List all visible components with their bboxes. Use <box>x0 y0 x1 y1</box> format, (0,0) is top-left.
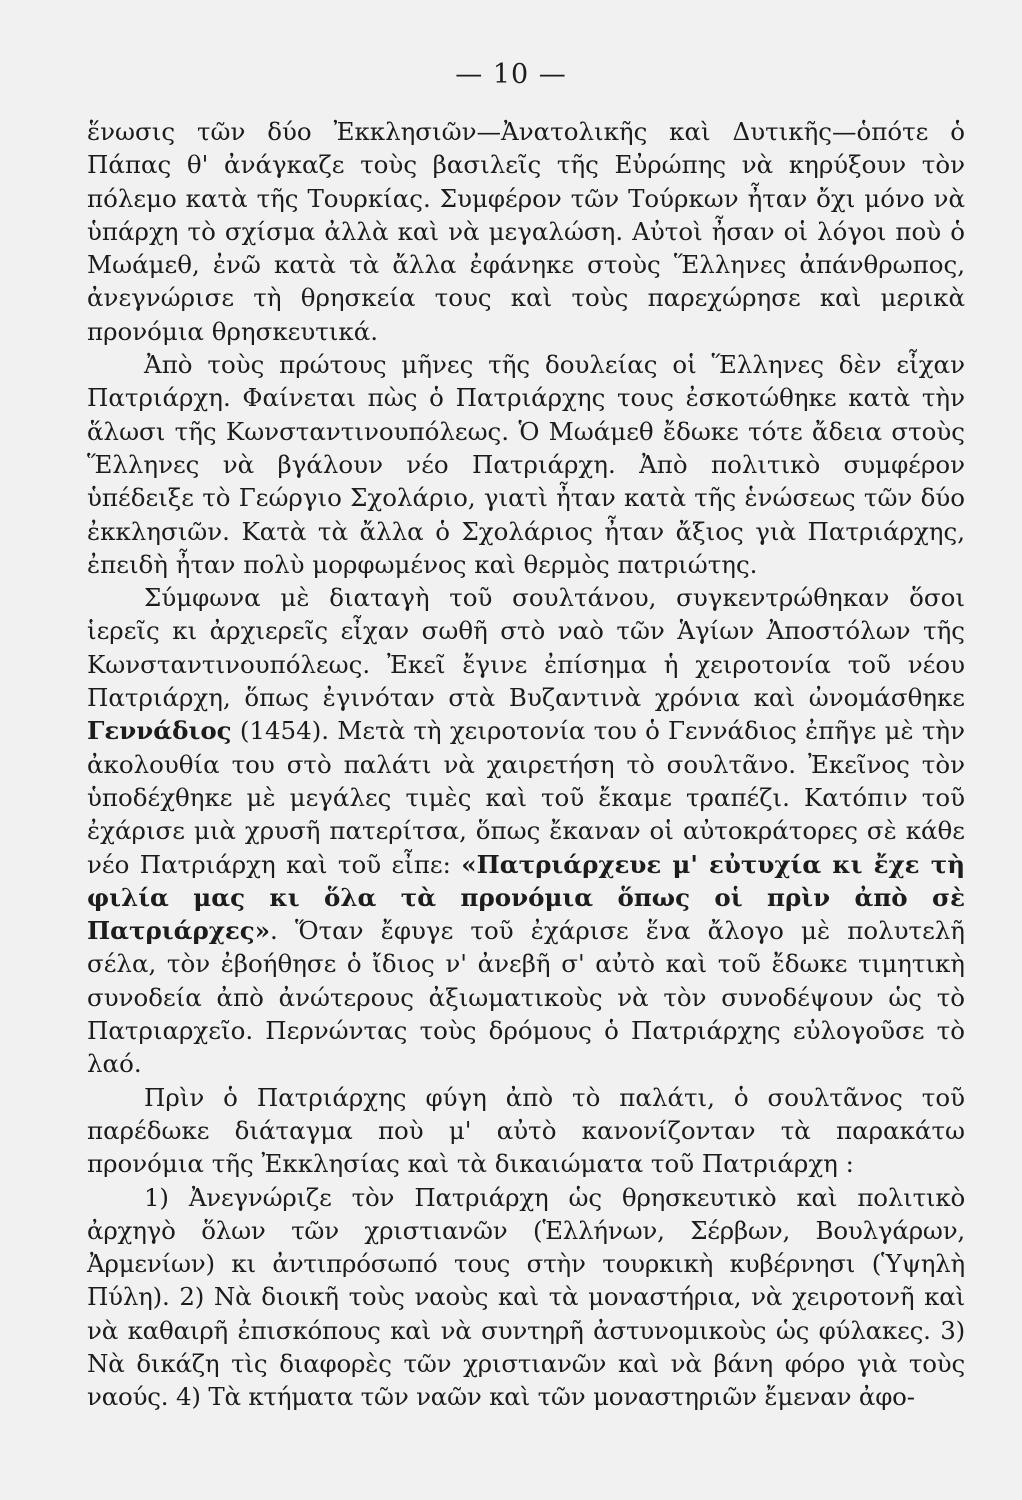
paragraph-3-text-a: Σύμφωνα μὲ διαταγὴ τοῦ σουλτάνου, συγκεντρώθηκαν ὅσοι ἱερεῖς κι ἀρχιερεῖς εἶχαν σωθῆ στὸ ναὸ τῶν Ἁγίων Ἀποστόλων τῆς Κωνσταντινουπόλεως. Ἐκεῖ ἔγινε ἐπίσημα ἡ χειροτονία τοῦ νέου Πατριάρχη, ὅπως ἐγινόταν στὰ Βυζαντινὰ χρόνια καὶ ὠνομάσθηκε <box>87 583 965 713</box>
paragraph-5: 1) Ἀνεγνώριζε τὸν Πατριάρχη ὡς θρησκευτικὸ καὶ πολιτικὸ ἀρχηγὸ ὅλων τῶν χριστιανῶν (Ἑλλήνων, Σέρβων, Βουλγάρων, Ἀρμενίων) κι ἀντιπρόσωπό τους στὴν τουρκικὴ κυβέρνησι (Ὑψηλὴ Πύλη). 2) Νὰ διοικῆ τοὺς ναοὺς καὶ τὰ μοναστήρια, νὰ χειροτονῆ καὶ νὰ καθαιρῆ ἐπισκόπους καὶ νὰ συντηρῆ ἀστυνομικοὺς ὡς φύλακες. 3) Νὰ δικάζη τὶς διαφορὲς τῶν χριστιανῶν καὶ νὰ βάνη φόρο γιὰ τοὺς ναούς. 4) Τὰ κτήματα τῶν ναῶν καὶ τῶν μοναστηριῶν ἔμεναν ἀφο- <box>87 1182 965 1412</box>
paragraph-2: Ἀπὸ τοὺς πρώτους μῆνες τῆς δουλείας οἱ Ἕλληνες δὲν εἶχαν Πατριάρχη. Φαίνεται πὼς ὁ Πατριάρχης τους ἐσκοτώθηκε κατὰ τὴν ἅλωσι τῆς Κωνσταντινουπόλεως. Ὁ Μωάμεθ ἔδωκε τότε ἄδεια στοὺς Ἕλληνες νὰ βγάλουν νέο Πατριάρχη. Ἀπὸ πολιτικὸ συμφέρον ὑπέδειξε τὸ Γεώργιο Σχολάριο, γιατὶ ἦταν κατὰ τῆς ἑνώσεως τῶν δύο ἐκκλησιῶν. Κατὰ τὰ ἄλλα ὁ Σχολάριος ἦταν ἄξιος γιὰ Πατριάρχης, ἐπειδὴ ἦταν πολὺ μορφωμένος καὶ θερμὸς πατριώτης. <box>87 350 965 579</box>
gennadios-name: Γεννάδιος <box>87 716 232 746</box>
sultan-quote: «Πατριάρχευε μ' εὐτυχία κι ἔχε τὴ φιλία μας κι ὅλα τὰ προνόμια ὅπως οἱ πρὶν ἀπὸ σὲ Πατριάρχες» <box>87 849 966 946</box>
paragraph-3-text-b: (1454). Μετὰ τὴ χειροτονία του ὁ Γεννάδιος ἐπῆγε μὲ τὴν ἀκολουθία του στὸ παλάτι νὰ χαιρετήση τὸ σουλτᾶνο. Ἐκεῖνος τὸν ὑποδέχθηκε μὲ μεγάλες τιμὲς καὶ τοῦ ἔκαμε τραπέζι. Κατόπιν τοῦ ἐχάρισε μιὰ χρυσῆ πατερίτσα, ὅπως ἔκαναν οἱ αὐτοκράτορες σὲ κάθε νέο Πατριάρχη καὶ τοῦ εἶπε: <box>87 716 965 879</box>
page-number: — 10 — <box>455 59 567 90</box>
paragraph-3-text-c: . Ὅταν ἔφυγε τοῦ ἐχάρισε ἕνα ἄλογο μὲ πολυτελῆ σέλα, τὸν ἐβοήθησε ὁ ἴδιος ν' ἀνεβῆ σ' αὐτὸ καὶ τοῦ ἔδωκε τιμητικὴ συνοδεία ἀπὸ ἀνώτερους ἀξιωματικοὺς νὰ τὸν συνοδέψουν ὡς τὸ Πατριαρχεῖο. Περνώντας τοὺς δρόμους ὁ Πατριάρχης εὐλογοῦσε τὸ λαό. <box>87 916 965 1079</box>
paragraph-1: ἕνωσις τῶν δύο Ἐκκλησιῶν—Ἀνατολικῆς καὶ Δυτικῆς—ὁπότε ὁ Πάπας θ' ἀνάγκαζε τοὺς βασιλεῖς τῆς Εὐρώπης νὰ κηρύξουν τὸν πόλεμο κατὰ τῆς Τουρκίας. Συμφέρον τῶν Τούρκων ἦταν ὄχι μόνο νὰ ὑπάρχη τὸ σχίσμα ἀλλὰ καὶ νὰ μεγαλώση. Αὐτοὶ ἦσαν οἱ λόγοι ποὺ ὁ Μωάμεθ, ἐνῶ κατὰ τὰ ἄλλα ἐφάνηκε στοὺς Ἕλληνες ἀπάνθρωπος, ἀνεγνώρισε τὴ θρησκεία τους καὶ τοὺς παρεχώρησε καὶ μερικὰ προνόμια θρησκευτικά. <box>87 117 965 346</box>
paragraph-4: Πρὶν ὁ Πατριάρχης φύγη ἀπὸ τὸ παλάτι, ὁ σουλτᾶνος τοῦ παρέδωκε διάταγμα ποὺ μ' αὐτὸ κανονίζονταν τὰ παρακάτω προνόμια τῆς Ἐκκλησίας καὶ τὰ δικαιώματα τοῦ Πατριάρχη : <box>87 1082 965 1179</box>
text-body <box>87 115 965 1414</box>
paragraph-3 <box>87 581 965 1080</box>
